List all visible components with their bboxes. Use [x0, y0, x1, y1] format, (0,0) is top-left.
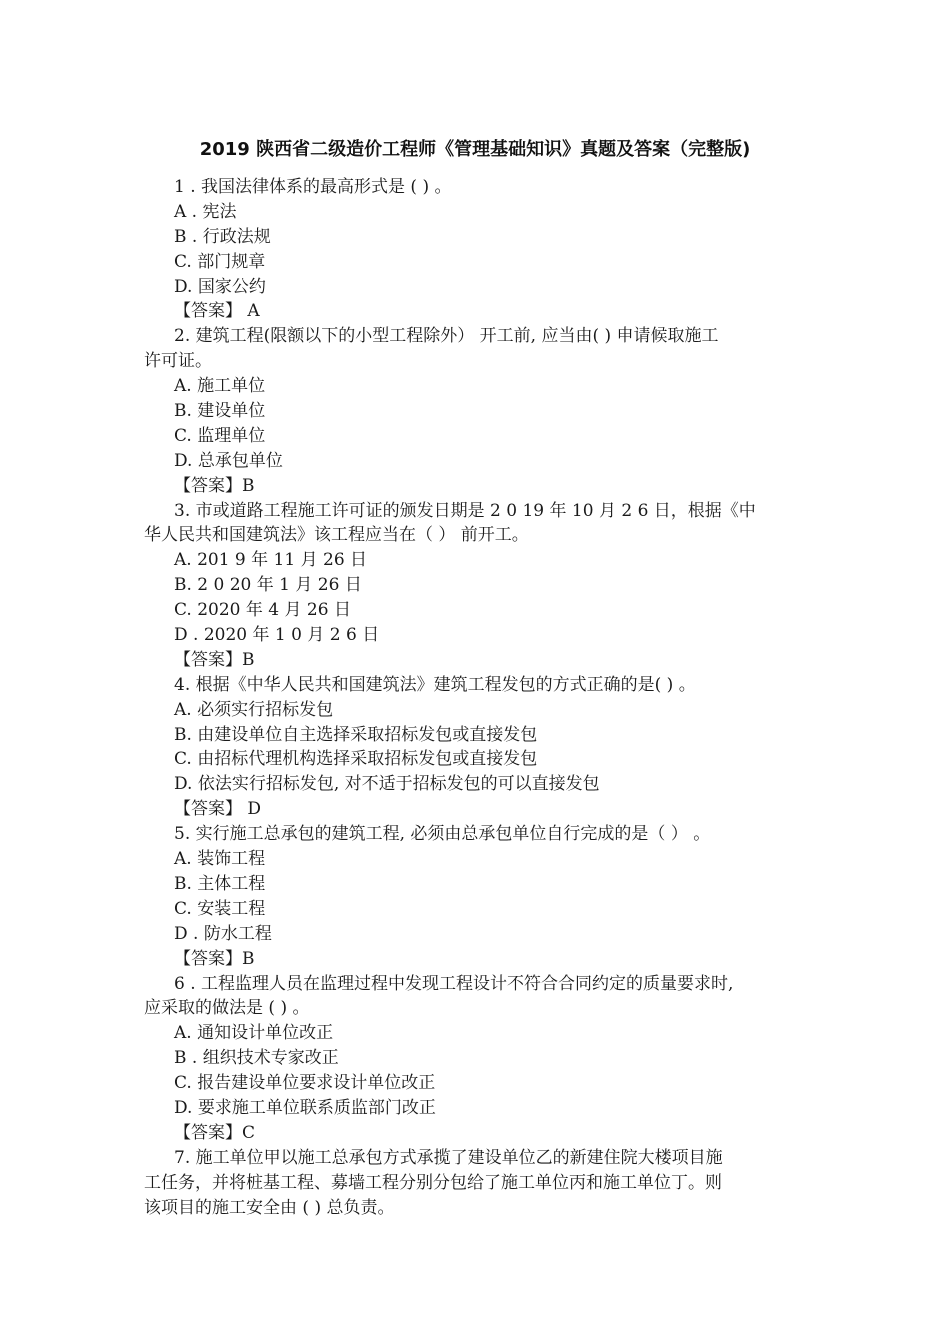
text-line: 3. 市或道路工程施工许可证的颁发日期是 2 0 19 年 10 月 2 6 日，根据《中 — [174, 500, 756, 521]
text-line: B. 由建设单位自主选择采取招标发包或直接发包 — [174, 724, 538, 745]
text-line: C. 2020 年 4 月 26 日 — [174, 600, 351, 621]
text-line: C. 安装工程 — [174, 898, 266, 919]
text-line: A. 施工单位 — [174, 376, 266, 397]
text-line: A. 装饰工程 — [174, 849, 266, 870]
text-line: B. 建设单位 — [174, 401, 266, 422]
text-line: 该项目的施工安全由 ( ) 总负责。 — [144, 1197, 395, 1218]
text-line: D. 依法实行招标发包, 对不适于招标发包的可以直接发包 — [174, 774, 600, 795]
text-line: C. 监理单位 — [174, 425, 266, 446]
text-line: B. 主体工程 — [174, 873, 266, 894]
text-line: C. 部门规章 — [174, 251, 266, 272]
document-title: 2019 陕西省二级造价工程师《管理基础知识》真题及答案（完整版) — [199, 139, 751, 160]
text-line: A . 宪法 — [174, 201, 237, 222]
text-line: A. 必须实行招标发包 — [174, 699, 334, 720]
text-line: 2. 建筑工程(限额以下的小型工程除外） 开工前, 应当由( ) 申请候取施工 — [174, 326, 719, 347]
text-line: 【答案】B — [174, 649, 255, 670]
text-line: B. 2 0 20 年 1 月 26 日 — [174, 575, 362, 596]
text-line: C. 由招标代理机构选择采取招标发包或直接发包 — [174, 749, 538, 770]
text-line: 6 . 工程监理人员在监理过程中发现工程设计不符合合同约定的质量要求时, — [174, 973, 734, 994]
document-body — [144, 175, 814, 1220]
text-line: 【答案】 D — [174, 799, 262, 820]
text-line: D. 国家公约 — [174, 276, 266, 297]
text-line: 【答案】 A — [174, 301, 260, 322]
text-line: 应采取的做法是 ( ) 。 — [144, 998, 310, 1019]
text-line: 【答案】C — [174, 1122, 256, 1143]
text-line: 【答案】B — [174, 475, 255, 496]
text-line: 许可证。 — [144, 351, 212, 372]
text-line: 1 . 我国法律体系的最高形式是 ( ) 。 — [174, 177, 452, 197]
text-line: D. 总承包单位 — [174, 450, 283, 471]
text-line: D . 防水工程 — [174, 923, 272, 944]
text-line: 4. 根据《中华人民共和国建筑法》建筑工程发包的方式正确的是( ) 。 — [174, 674, 696, 695]
text-line: D . 2020 年 1 0 月 2 6 日 — [174, 625, 380, 646]
text-line: 7. 施工单位甲以施工总承包方式承揽了建设单位乙的新建住院大楼项目施 — [174, 1147, 723, 1168]
text-line: 5. 实行施工总承包的建筑工程, 必须由总承包单位自行完成的是（ ） 。 — [174, 824, 711, 845]
text-line: A. 201 9 年 11 月 26 日 — [174, 550, 368, 571]
text-line: 华人民共和国建筑法》该工程应当在（ ） 前开工。 — [144, 525, 529, 546]
text-line: B . 行政法规 — [174, 226, 271, 247]
text-line: 【答案】B — [174, 948, 255, 969]
text-line: C. 报告建设单位要求设计单位改正 — [174, 1073, 436, 1094]
text-line: B . 组织技术专家改正 — [174, 1048, 339, 1069]
text-line: 工任务，并将桩基工程、募墙工程分别分包给了施工单位丙和施工单位丁。则 — [144, 1172, 722, 1193]
text-line: D. 要求施工单位联系质监部门改正 — [174, 1097, 436, 1118]
text-line: A. 通知设计单位改正 — [174, 1023, 334, 1044]
